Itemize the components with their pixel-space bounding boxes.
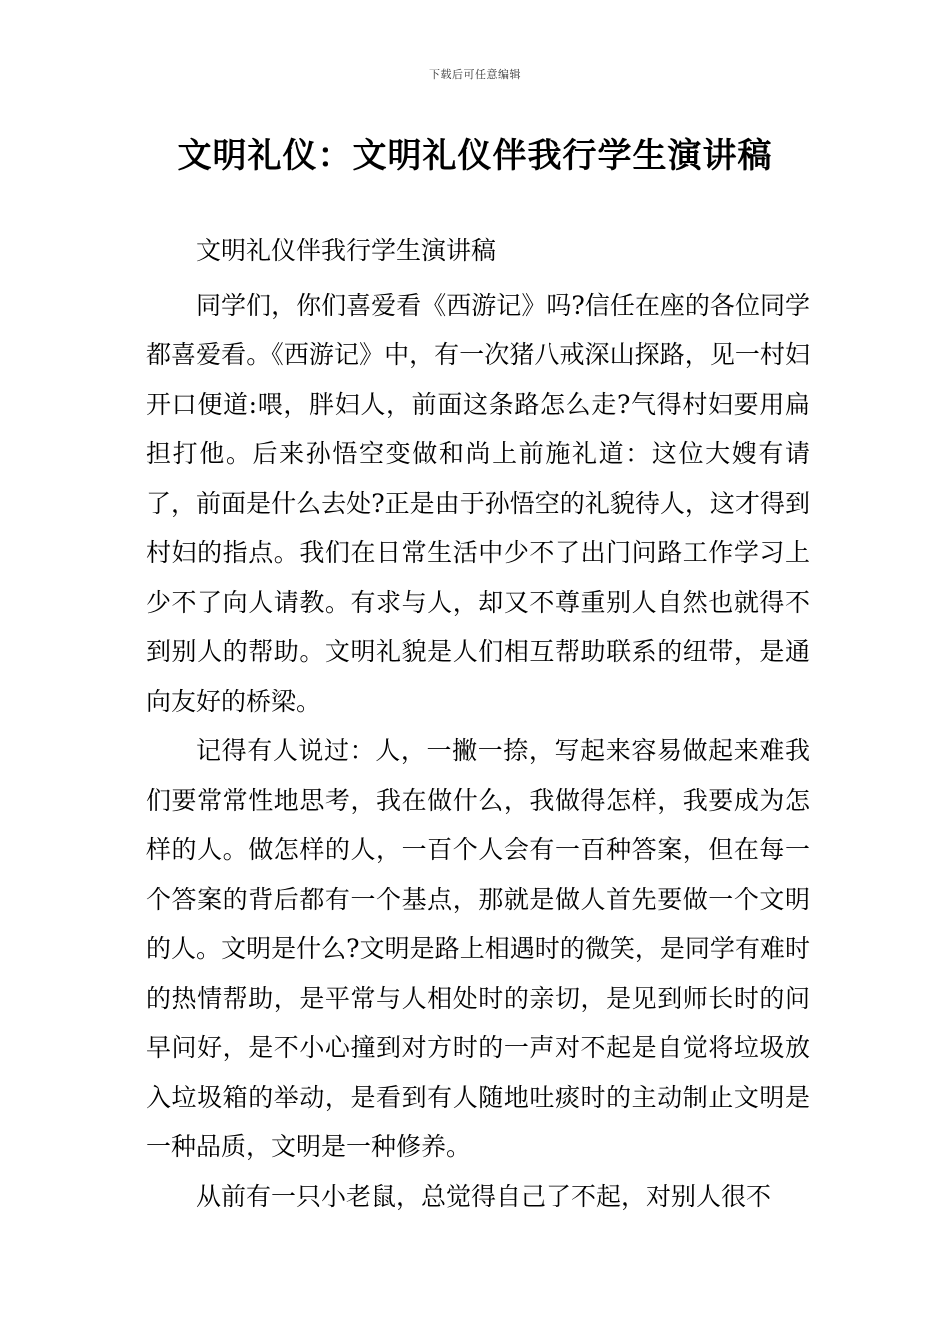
document-subtitle: 文明礼仪伴我行学生演讲稿 xyxy=(196,236,497,265)
document-title: 文明礼仪：文明礼仪伴我行学生演讲稿 xyxy=(177,136,773,176)
paragraph-2: 记得有人说过：人，一撇一捺，写起来容易做起来难我们要常常性地思考，我在做什么，我做得怎样，我要成为怎样的人。做怎样的人，一百个人会有一百种答案，但在每一个答案的背后都有一个基点，那就是做人首先要做一个文明的人。文明是什么?文明是路上相遇时的微笑，是同学有难时的热情帮助，是平常与人相处时的亲切，是见到师长时的问早问好，是不小心撞到对方时的一声对不起是自觉将垃圾放入垃圾箱的举动，是看到有人随地吐痰时的主动制止文明是一种品质，文明是一种修养。 xyxy=(146,736,810,1161)
document-body xyxy=(146,226,810,1221)
header-note: 下载后可任意编辑 xyxy=(429,68,521,81)
paragraph-3: 从前有一只小老鼠，总觉得自己了不起，对别人很不 xyxy=(196,1181,772,1211)
paragraph-1: 同学们，你们喜爱看《西游记》吗?信任在座的各位同学都喜爱看。《西游记》中，有一次猪八戒深山探路，见一村妇开口便道:喂，胖妇人，前面这条路怎么走?气得村妇要用扁担打他。后来孙悟空变做和尚上前施礼道：这位大嫂有请了，前面是什么去处?正是由于孙悟空的礼貌待人，这才得到村妇的指点。我们在日常生活中少不了出门问路工作学习上少不了向人请教。有求与人，却又不尊重别人自然也就得不到别人的帮助。文明礼貌是人们相互帮助联系的纽带，是通向友好的桥梁。 xyxy=(146,290,810,716)
